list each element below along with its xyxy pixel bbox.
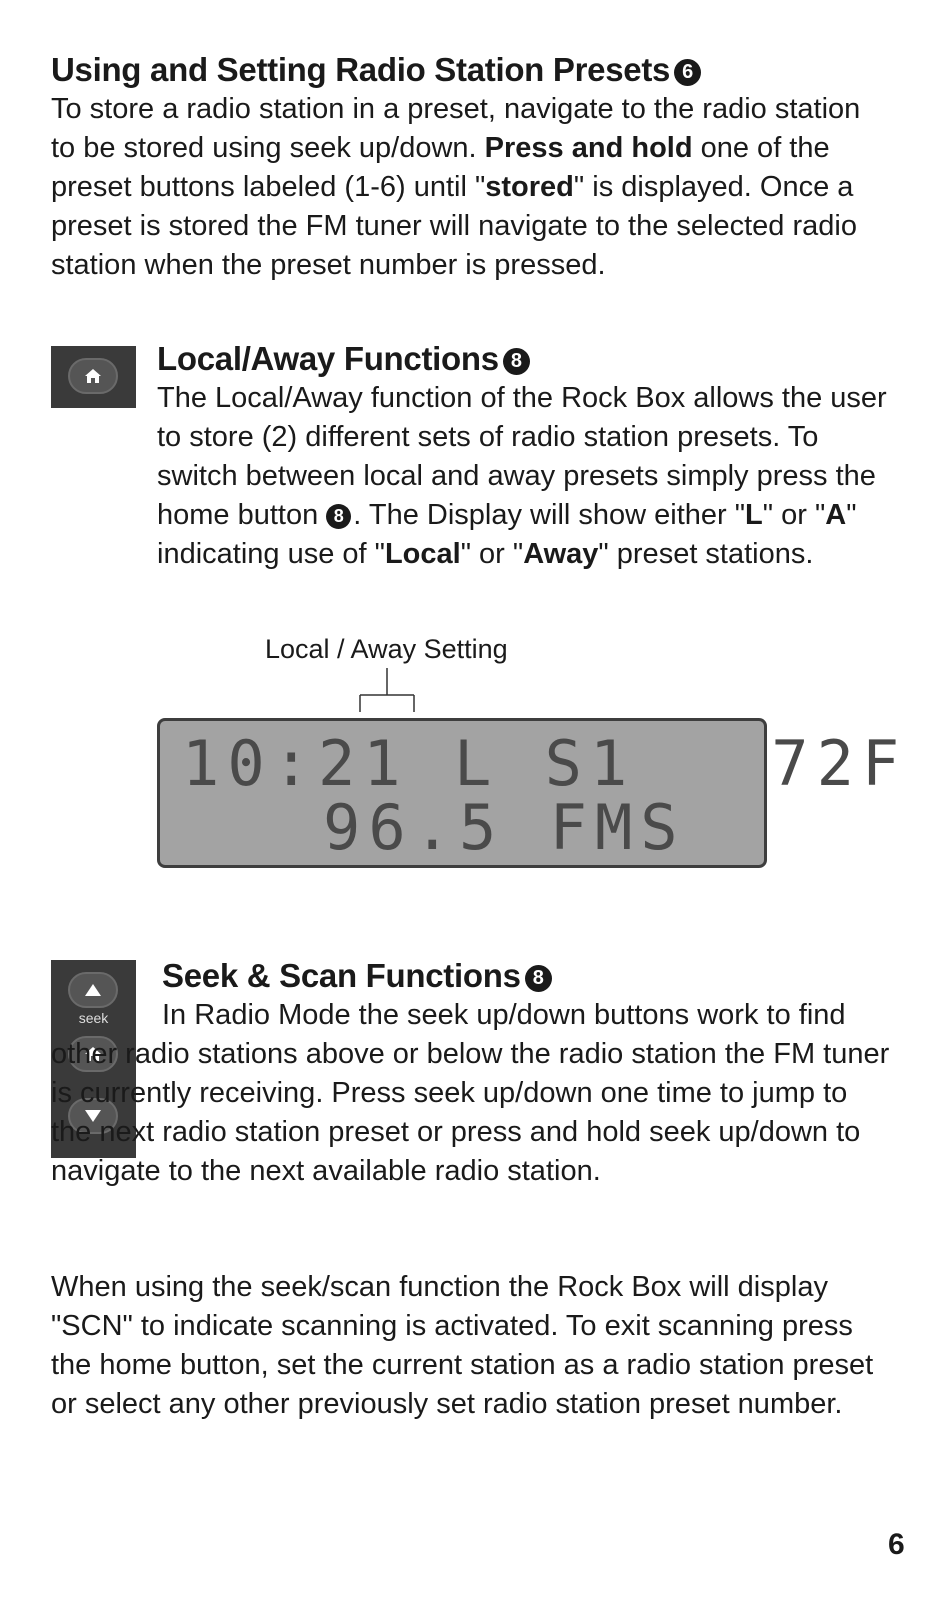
local-away-bold-local: Local (384, 538, 461, 570)
local-away-title: Local/Away Functions (157, 340, 499, 377)
presets-bold-1: Press and hold (484, 132, 693, 164)
local-away-paragraph (157, 379, 887, 574)
inline-badge: 8 (326, 504, 351, 529)
seek-label: seek (78, 1010, 109, 1026)
local-away-text-6: " preset stations. (598, 538, 814, 570)
local-away-text-2: . The Display will show either " (353, 499, 746, 531)
home-button (68, 358, 118, 394)
lcd-line-2: 96.5 FMS (323, 791, 686, 864)
presets-title: Using and Setting Radio Station Presets (51, 51, 671, 88)
presets-paragraph (51, 90, 881, 285)
seek-heading (162, 956, 922, 996)
presets-badge: 6 (674, 59, 701, 86)
local-away-bold-a: A (825, 499, 847, 531)
callout-bracket (350, 668, 430, 718)
home-icon (84, 368, 102, 384)
local-away-text-4: " indicating use of " (157, 499, 857, 570)
local-away-bold-l: L (745, 499, 763, 531)
local-away-heading (157, 339, 917, 379)
presets-heading (51, 50, 911, 90)
local-away-text-5: " or " (460, 538, 524, 570)
local-away-text-3: " or " (762, 499, 826, 531)
presets-bold-2: stored (485, 171, 574, 203)
local-away-bold-away: Away (523, 538, 599, 570)
callout-label: Local / Away Setting (265, 634, 508, 664)
lcd-line-1: 10:21 L S1 72F (182, 727, 908, 800)
page-number: 6 (888, 1528, 905, 1561)
up-arrow-icon (84, 983, 102, 997)
scan-note-paragraph: When using the seek/scan function the Rock Box will display "SCN" to indicate scanning is activated. To exit scanning press the home button, set the current station as a radio station preset or select any other previously set radio station preset number. (51, 1271, 874, 1420)
seek-paragraph: In Radio Mode the seek up/down buttons work to find other radio stations above or below the radio station the FM tuner is currently receiving. Press seek up/down one time to jump to the next radio station preset or press and hold seek up/down to navigate to the next available radio station. (51, 999, 890, 1187)
lcd-display (157, 718, 908, 868)
local-away-text-1: The Local/Away function of the Rock Box allows the user to store (2) different sets of radio station presets. To switch between local and away presets simply press the home button (157, 382, 887, 531)
seek-badge: 8 (525, 965, 552, 992)
local-away-badge: 8 (503, 348, 530, 375)
presets-text-2: one of the preset buttons labeled (1-6) until " (51, 132, 830, 203)
presets-text-3: " is displayed. Once a preset is stored the FM tuner will navigate to the selected radio station when the preset number is pressed. (51, 171, 857, 281)
presets-text-1: To store a radio station in a preset, navigate to the radio station to be stored using seek up/down. (51, 93, 861, 164)
seek-title: Seek & Scan Functions (162, 957, 521, 994)
home-button-panel (51, 346, 136, 408)
